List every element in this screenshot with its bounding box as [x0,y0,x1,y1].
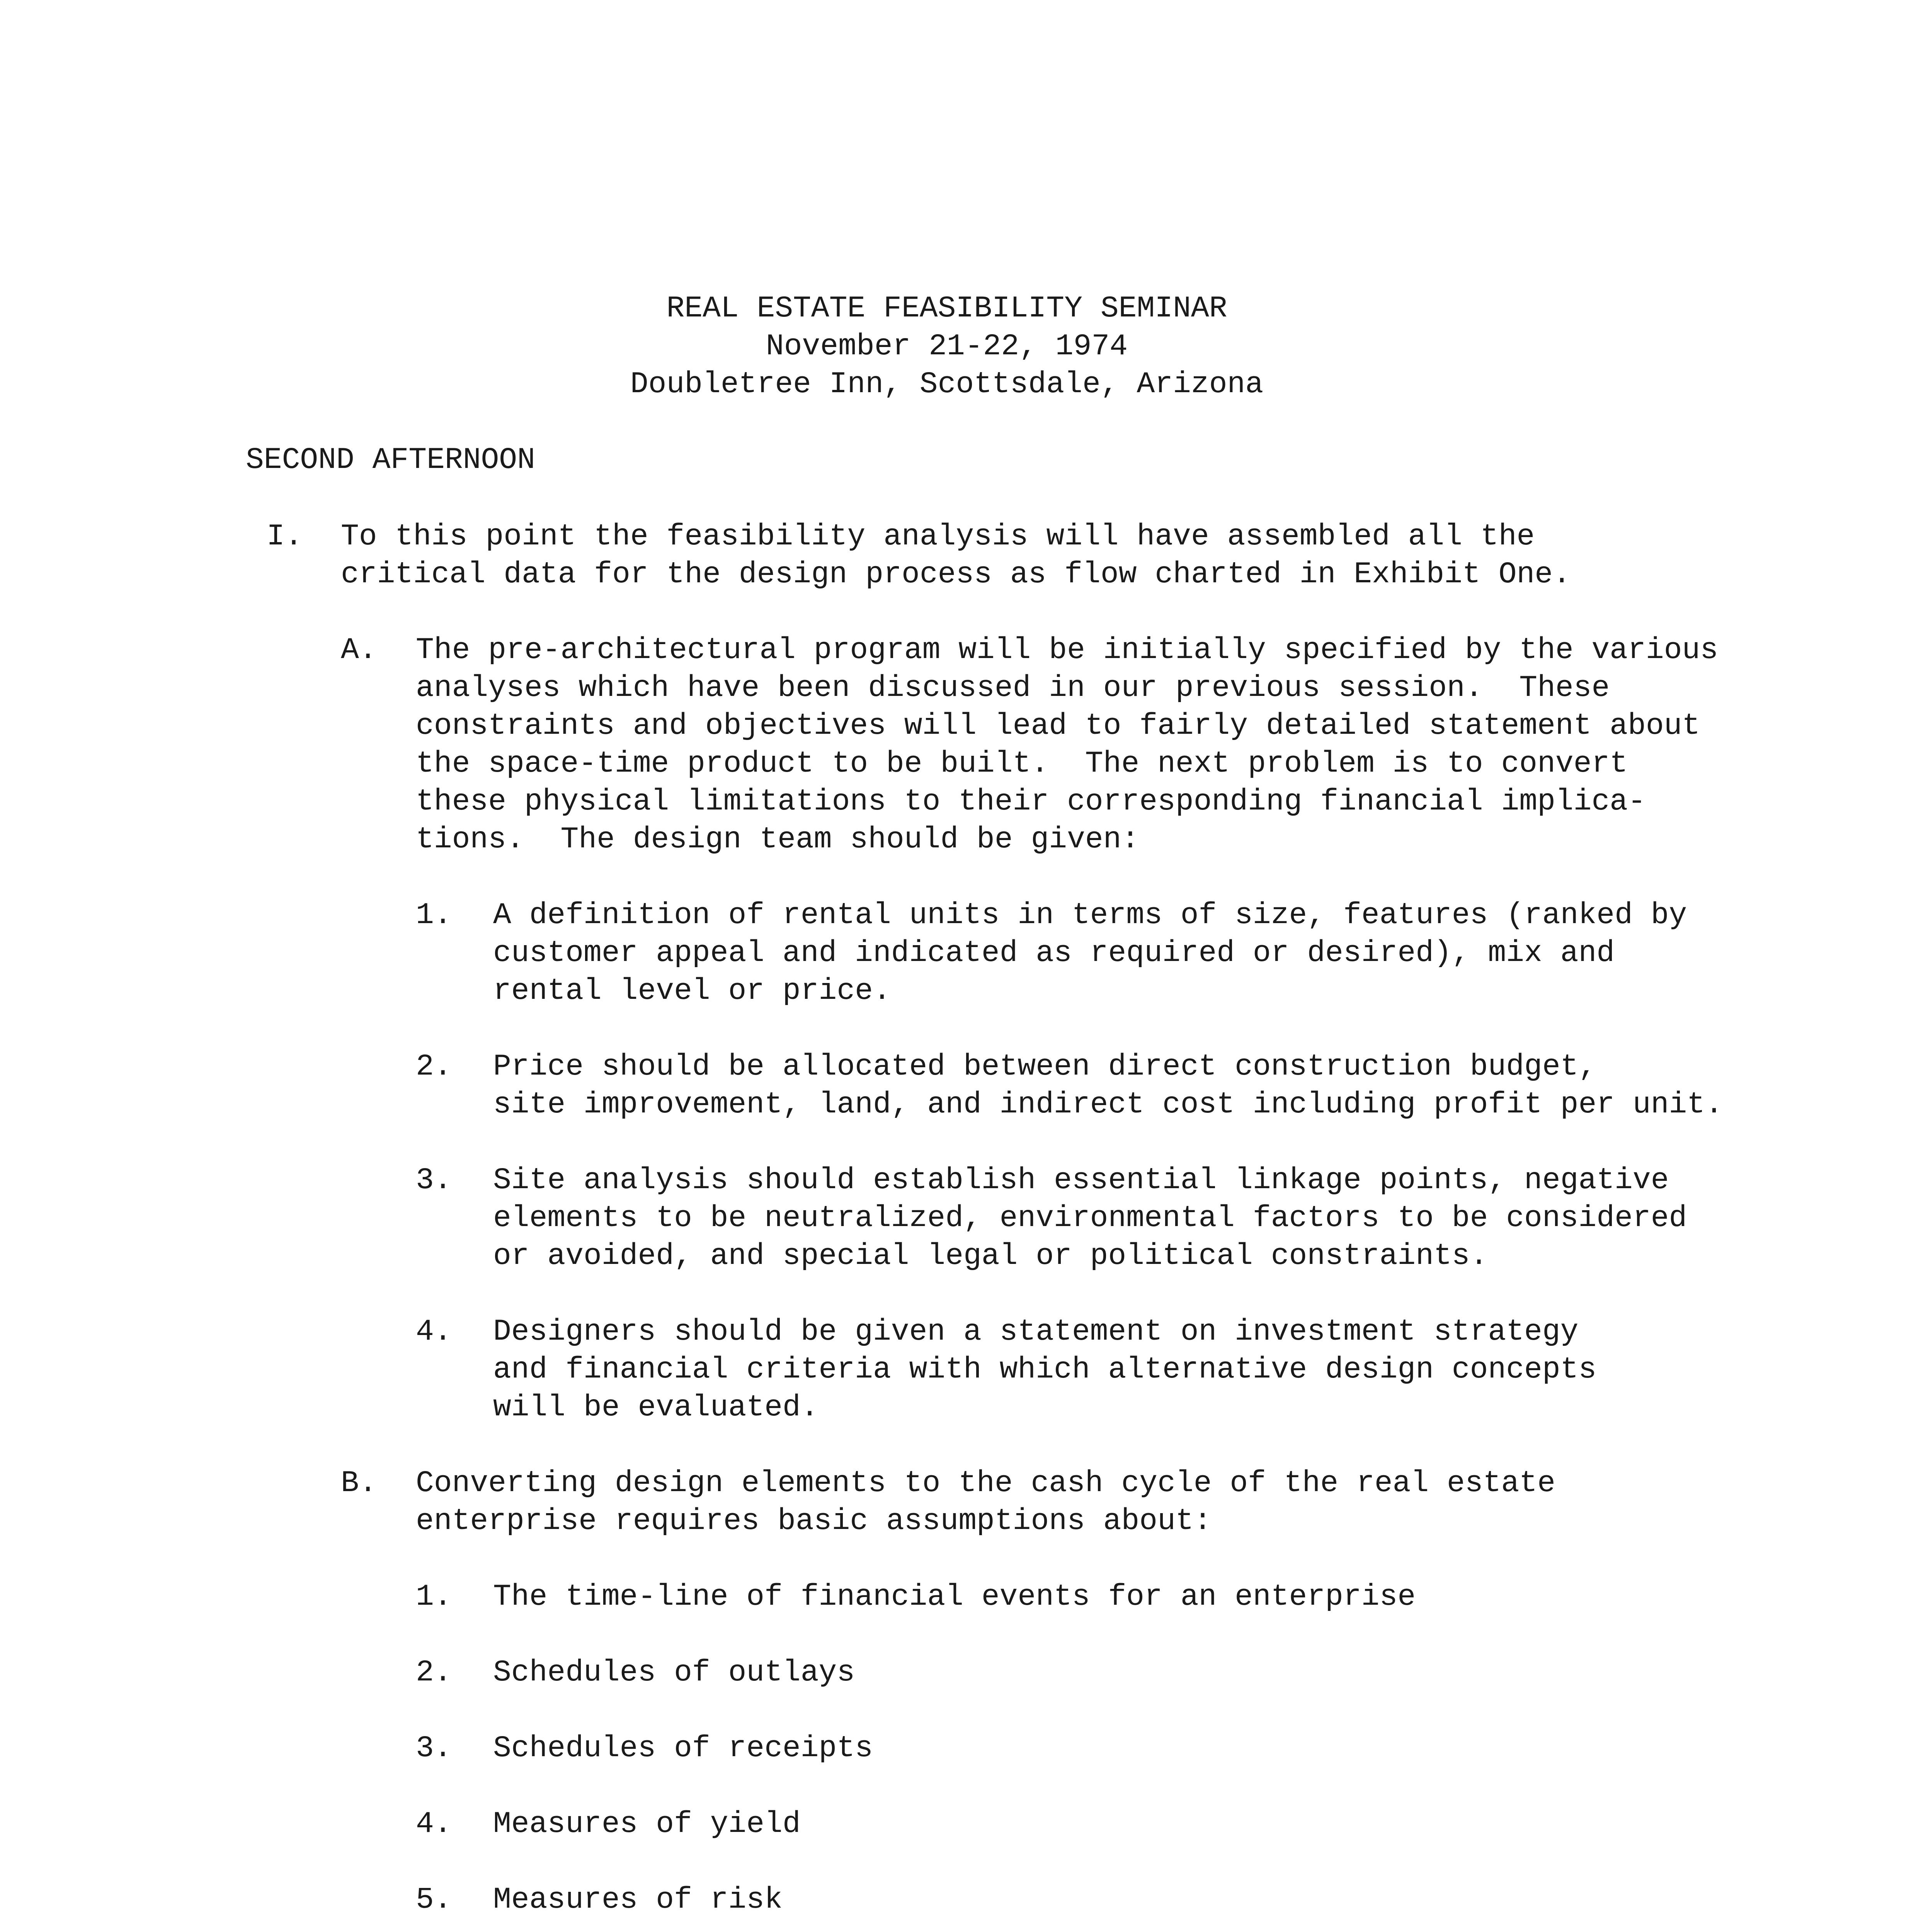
item-A3-marker: 3. [416,1163,452,1197]
item-A-line: tions. The design team should be given: [416,823,1140,857]
item-B3-text: Schedules of receipts [493,1731,873,1765]
item-A-line: constraints and objectives will lead to fairly detailed statement about [416,709,1700,743]
item-A2-line: Price should be allocated between direct construction budget, [493,1050,1597,1084]
item-A4-marker: 4. [416,1315,452,1349]
item-B-marker: B. [341,1466,377,1500]
item-A-marker: A. [341,633,377,667]
item-I-line: critical data for the design process as flow charted in Exhibit One. [341,558,1571,592]
item-B3-marker: 3. [416,1731,452,1765]
item-A4-line: will be evaluated. [493,1391,819,1425]
item-A4-line: Designers should be given a statement on investment strategy [493,1315,1579,1349]
item-B2-marker: 2. [416,1656,452,1690]
item-B-line: enterprise requires basic assumptions about: [416,1504,1212,1538]
item-A-line: the space-time product to be built. The next problem is to convert [416,747,1628,781]
item-B2-text: Schedules of outlays [493,1656,855,1690]
item-A1-line: A definition of rental units in terms of size, features (ranked by [493,898,1687,932]
seminar-title: REAL ESTATE FEASIBILITY SEMINAR [666,292,1227,326]
item-A3-line: elements to be neutralized, environmental factors to be considered [493,1201,1687,1235]
item-A1-marker: 1. [416,898,452,932]
item-A-line: The pre-architectural program will be initially specified by the various [416,633,1719,667]
item-A2-marker: 2. [416,1050,452,1084]
item-B-line: Converting design elements to the cash cycle of the real estate [416,1466,1555,1500]
item-B1-text: The time-line of financial events for an enterprise [493,1580,1416,1614]
item-B4-marker: 4. [416,1807,452,1841]
item-I-marker: I. [267,520,303,554]
item-A1-line: rental level or price. [493,974,891,1008]
item-B1-marker: 1. [416,1580,452,1614]
item-A-line: analyses which have been discussed in our previous session. These [416,671,1610,705]
item-B4-text: Measures of yield [493,1807,801,1841]
section-heading: SECOND AFTERNOON [246,443,535,477]
item-I-line: To this point the feasibility analysis will have assembled all the [341,520,1535,554]
item-A4-line: and financial criteria with which alternative design concepts [493,1353,1597,1387]
seminar-date: November 21-22, 1974 [766,330,1128,364]
item-A3-line: Site analysis should establish essential linkage points, negative [493,1163,1669,1197]
item-A3-line: or avoided, and special legal or political constraints. [493,1239,1488,1273]
seminar-location: Doubletree Inn, Scottsdale, Arizona [630,367,1264,401]
item-A1-line: customer appeal and indicated as required or desired), mix and [493,936,1615,970]
item-A-line: these physical limitations to their corresponding financial implica- [416,785,1646,819]
item-B5-marker: 5. [416,1883,452,1917]
item-B5-text: Measures of risk [493,1883,783,1917]
item-A2-line: site improvement, land, and indirect cost including profit per unit. [493,1088,1723,1122]
